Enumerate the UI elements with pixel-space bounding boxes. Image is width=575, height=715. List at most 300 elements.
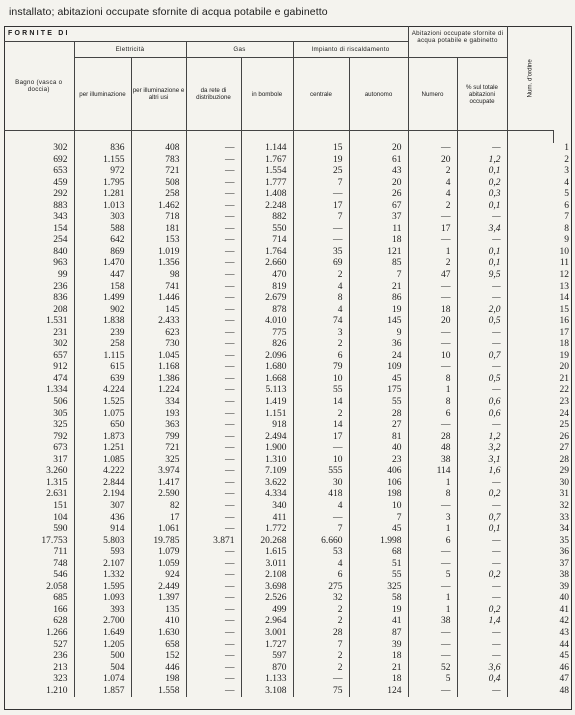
table-row	[4, 420, 572, 432]
table-cell: 6	[408, 409, 457, 421]
table-cell: 1.144	[241, 143, 293, 155]
table-cell: 721	[131, 166, 186, 178]
table-cell: 258	[131, 189, 186, 201]
table-row	[4, 166, 572, 178]
table-cell: 1.310	[241, 455, 293, 467]
table-cell: 2.590	[131, 489, 186, 501]
table-cell: 1.075	[74, 409, 131, 421]
table-cell: —	[457, 582, 507, 594]
table-cell: 870	[241, 663, 293, 675]
table-cell: 1.074	[74, 674, 131, 686]
table-cell: 7	[507, 212, 572, 224]
table-cell: —	[186, 166, 241, 178]
table-cell: —	[186, 489, 241, 501]
table-cell: 1.045	[131, 351, 186, 363]
table-row	[4, 466, 572, 478]
table-cell: —	[408, 339, 457, 351]
table-cell: 1.668	[241, 374, 293, 386]
table-cell: 41	[507, 605, 572, 617]
table-cell: 3.871	[186, 536, 241, 548]
table-cell: 8	[408, 374, 457, 386]
table-cell: —	[408, 559, 457, 571]
table-cell: —	[186, 339, 241, 351]
table-cell: 152	[131, 651, 186, 663]
table-cell: 47	[408, 270, 457, 282]
table-cell: 1.419	[241, 397, 293, 409]
table-cell: 1.133	[241, 674, 293, 686]
table-cell: —	[457, 686, 507, 698]
table-cell: 836	[53, 293, 68, 304]
table-cell: 2.096	[241, 351, 293, 363]
table-row	[4, 397, 572, 409]
table-row	[4, 235, 572, 247]
table-cell: —	[186, 686, 241, 698]
table-cell: 28	[293, 628, 349, 640]
table-cell: 325	[349, 582, 408, 594]
table-cell: 685	[53, 593, 68, 604]
table-row	[4, 501, 572, 513]
table-cell: 275	[293, 582, 349, 594]
table-cell: —	[457, 293, 507, 305]
table-cell: 181	[131, 224, 186, 236]
table-cell: 3.974	[131, 466, 186, 478]
table-cell: —	[186, 224, 241, 236]
table-row	[4, 432, 572, 444]
table-cell: —	[186, 143, 241, 155]
table-cell: 121	[349, 247, 408, 259]
table-cell: 711	[53, 547, 68, 558]
table-row	[4, 582, 572, 594]
table-cell: —	[457, 628, 507, 640]
table-cell: 924	[131, 570, 186, 582]
table-cell: 175	[349, 385, 408, 397]
table-cell: 0,1	[457, 247, 507, 259]
table-cell: 31	[507, 489, 572, 501]
table-cell: 5.803	[74, 536, 131, 548]
table-cell: 1.525	[74, 397, 131, 409]
table-cell: 26	[507, 432, 572, 444]
table-cell: 1.499	[74, 293, 131, 305]
table-cell: —	[186, 282, 241, 294]
table-cell: 555	[293, 466, 349, 478]
table-cell: 193	[131, 409, 186, 421]
table-cell: 236	[53, 651, 68, 662]
table-cell: —	[293, 674, 349, 686]
table-cell: 2.433	[131, 316, 186, 328]
table-cell: 343	[53, 212, 68, 223]
table-cell: 2.679	[241, 293, 293, 305]
table-cell: 21	[349, 282, 408, 294]
table-cell: 20	[507, 362, 572, 374]
table-cell: 639	[74, 374, 131, 386]
table-cell: 393	[74, 605, 131, 617]
table-cell: 0,5	[457, 374, 507, 386]
table-cell: 317	[53, 454, 68, 465]
table-cell: —	[457, 339, 507, 351]
table-cell: 3.108	[241, 686, 293, 698]
table-cell: 1.727	[241, 640, 293, 652]
table-cell: 650	[74, 420, 131, 432]
table-cell: 2.700	[74, 616, 131, 628]
table-cell: 45	[507, 651, 572, 663]
table-cell: —	[186, 351, 241, 363]
table-cell: 1.079	[131, 547, 186, 559]
table-cell: 673	[53, 443, 68, 454]
table-cell: —	[408, 143, 457, 155]
table-cell: 10	[507, 247, 572, 259]
table-cell: 1.772	[241, 524, 293, 536]
table-cell: 1.155	[74, 155, 131, 167]
table-cell: 1.595	[74, 582, 131, 594]
table-cell: 69	[293, 258, 349, 270]
table-cell: 9,5	[457, 270, 507, 282]
table-cell: 32	[293, 593, 349, 605]
table-cell: 508	[131, 178, 186, 190]
table-cell: —	[186, 189, 241, 201]
table-cell: 1.554	[241, 166, 293, 178]
table-cell: 48	[507, 686, 572, 698]
table-row	[4, 282, 572, 294]
table-cell: 6	[293, 351, 349, 363]
table-cell: 0,1	[457, 258, 507, 270]
table-cell: 58	[349, 593, 408, 605]
table-cell: —	[186, 420, 241, 432]
table-cell: 436	[74, 513, 131, 525]
table-row	[4, 201, 572, 213]
table-row	[4, 628, 572, 640]
table-cell: 334	[131, 397, 186, 409]
table-cell: 1	[408, 247, 457, 259]
table-row	[4, 663, 572, 675]
table-cell: 325	[131, 455, 186, 467]
table-cell: 1.838	[74, 316, 131, 328]
table-cell: 34	[507, 524, 572, 536]
table-cell: —	[186, 235, 241, 247]
table-cell: 0,7	[457, 351, 507, 363]
table-cell: 4.010	[241, 316, 293, 328]
table-cell: 292	[53, 189, 68, 200]
table-cell: 963	[53, 258, 68, 269]
table-cell: 18	[349, 235, 408, 247]
table-cell: 145	[349, 316, 408, 328]
table-cell: —	[186, 316, 241, 328]
table-cell: 11	[349, 224, 408, 236]
table-cell: 2	[293, 651, 349, 663]
table-cell: —	[186, 513, 241, 525]
table-cell: —	[186, 605, 241, 617]
table-cell: —	[186, 524, 241, 536]
table-cell: —	[186, 455, 241, 467]
table-cell: 0,4	[457, 674, 507, 686]
table-cell: 43	[349, 166, 408, 178]
table-cell: 0,6	[457, 409, 507, 421]
table-cell: 6.660	[293, 536, 349, 548]
table-cell: 1	[408, 605, 457, 617]
table-cell: 8	[507, 224, 572, 236]
table-cell: 792	[53, 431, 68, 442]
table-cell: 4	[293, 305, 349, 317]
table-cell: —	[408, 293, 457, 305]
table-cell: 1.315	[46, 477, 68, 488]
table-cell: 236	[53, 281, 68, 292]
table-cell: 2	[293, 605, 349, 617]
table-cell: 17.753	[41, 535, 68, 546]
table-cell: 15	[293, 143, 349, 155]
table-cell: 2.058	[46, 581, 68, 592]
table-cell: 3	[293, 328, 349, 340]
table-cell: 7	[349, 513, 408, 525]
table-cell: 4	[507, 178, 572, 190]
table-row	[4, 270, 572, 282]
table-cell: 1	[507, 143, 572, 155]
table-cell: 46	[507, 663, 572, 675]
table-cell: 1.630	[131, 628, 186, 640]
table-cell: 658	[131, 640, 186, 652]
table-cell: 1	[408, 593, 457, 605]
table-cell: 447	[74, 270, 131, 282]
table-cell: 3	[507, 166, 572, 178]
table-cell: 714	[241, 235, 293, 247]
table-cell: 40	[507, 593, 572, 605]
table-cell: 28	[408, 432, 457, 444]
table-row	[4, 674, 572, 686]
table-cell: 19	[293, 155, 349, 167]
header-fornite-di: FORNITE DI	[4, 26, 408, 42]
table-cell: 8	[408, 489, 457, 501]
table-cell: 42	[507, 616, 572, 628]
table-cell: 81	[349, 432, 408, 444]
housing-statistics-table	[4, 26, 572, 697]
table-cell: 2.107	[74, 559, 131, 571]
table-cell: 5	[408, 570, 457, 582]
table-cell: 7	[349, 270, 408, 282]
table-cell: 1.408	[241, 189, 293, 201]
table-cell: 17	[293, 432, 349, 444]
table-cell: 918	[241, 420, 293, 432]
table-cell: —	[457, 143, 507, 155]
table-cell: 18	[349, 674, 408, 686]
table-cell: 418	[293, 489, 349, 501]
table-cell: 9	[507, 235, 572, 247]
table-cell: 74	[293, 316, 349, 328]
table-row	[4, 362, 572, 374]
table-cell: 741	[131, 282, 186, 294]
table-cell: 642	[74, 235, 131, 247]
table-cell: 98	[131, 270, 186, 282]
table-cell: 51	[349, 559, 408, 571]
table-cell: —	[408, 328, 457, 340]
table-cell: 68	[349, 547, 408, 559]
table-cell: 3,2	[457, 443, 507, 455]
table-cell: 1.251	[74, 443, 131, 455]
header-illuminazione: per illuminazione	[74, 58, 131, 131]
table-cell: 504	[74, 663, 131, 675]
table-cell: 2	[408, 258, 457, 270]
table-cell: 1	[408, 524, 457, 536]
table-cell: 20.268	[241, 536, 293, 548]
table-cell: 4	[293, 282, 349, 294]
table-cell: 18	[507, 339, 572, 351]
table-cell: 41	[349, 616, 408, 628]
table-cell: 1.777	[241, 178, 293, 190]
table-row	[4, 640, 572, 652]
table-cell: 302	[53, 143, 68, 153]
table-cell: 590	[53, 524, 68, 535]
table-cell: 783	[131, 155, 186, 167]
table-cell: 2.631	[46, 489, 68, 500]
table-cell: 208	[53, 304, 68, 315]
table-cell: 22	[507, 385, 572, 397]
table-cell: 55	[349, 397, 408, 409]
table-cell: —	[186, 258, 241, 270]
table-cell: 45	[349, 524, 408, 536]
table-cell: 39	[349, 640, 408, 652]
table-cell: 6	[293, 570, 349, 582]
table-cell: 1.397	[131, 593, 186, 605]
table-cell: —	[457, 651, 507, 663]
table-cell: 826	[241, 339, 293, 351]
table-cell: —	[186, 397, 241, 409]
table-cell: 30	[293, 478, 349, 490]
table-cell: —	[186, 582, 241, 594]
table-row	[4, 143, 572, 155]
table-cell: 2.494	[241, 432, 293, 444]
table-cell: 1.224	[131, 385, 186, 397]
table-cell: 55	[349, 570, 408, 582]
table-row	[4, 616, 572, 628]
table-cell: 5.113	[241, 385, 293, 397]
table-cell: 19.785	[131, 536, 186, 548]
table-cell: 1.767	[241, 155, 293, 167]
table-cell: 15	[507, 305, 572, 317]
table-cell: 1.266	[46, 627, 68, 638]
header-sfornite: Abitazioni occupate sfornite di acqua potabile e gabinetto	[408, 26, 507, 58]
table-cell: 1.151	[241, 409, 293, 421]
table-cell: 8	[408, 397, 457, 409]
table-row	[4, 443, 572, 455]
table-cell: 0,5	[457, 316, 507, 328]
table-cell: 30	[507, 478, 572, 490]
table-cell: 1.531	[46, 316, 68, 327]
table-cell: —	[186, 443, 241, 455]
table-cell: 145	[131, 305, 186, 317]
table-cell: 9	[349, 328, 408, 340]
table-cell: 593	[74, 547, 131, 559]
table-cell: —	[186, 432, 241, 444]
table-cell: 2.248	[241, 201, 293, 213]
table-cell: 4	[293, 501, 349, 513]
table-cell: —	[408, 628, 457, 640]
table-cell: 55	[293, 385, 349, 397]
table-cell: —	[457, 478, 507, 490]
table-cell: 16	[507, 316, 572, 328]
table-cell: 1.446	[131, 293, 186, 305]
table-cell: 231	[53, 327, 68, 338]
table-cell: 653	[53, 166, 68, 177]
table-cell: 912	[53, 362, 68, 373]
table-cell: 26	[349, 189, 408, 201]
table-cell: 1.795	[74, 178, 131, 190]
table-cell: —	[457, 593, 507, 605]
table-cell: 36	[507, 547, 572, 559]
table-cell: 2.449	[131, 582, 186, 594]
table-cell: —	[186, 212, 241, 224]
table-cell: 302	[53, 339, 68, 350]
table-cell: 2	[293, 663, 349, 675]
table-cell: 14	[507, 293, 572, 305]
table-cell: 4.224	[74, 385, 131, 397]
table-cell: 1.900	[241, 443, 293, 455]
table-cell: —	[186, 362, 241, 374]
table-cell: 99	[58, 270, 68, 281]
table-cell: 6	[507, 201, 572, 213]
table-row	[4, 316, 572, 328]
table-cell: 33	[507, 513, 572, 525]
table-cell: 106	[349, 478, 408, 490]
header-impianto: Impianto di riscaldamento	[293, 42, 408, 58]
table-cell: 38	[507, 570, 572, 582]
table-cell: 3.001	[241, 628, 293, 640]
table-cell: 23	[507, 397, 572, 409]
table-row	[4, 547, 572, 559]
table-cell: 7	[293, 178, 349, 190]
table-cell: 40	[349, 443, 408, 455]
table-cell: 158	[74, 282, 131, 294]
table-cell: 17	[507, 328, 572, 340]
table-cell: —	[457, 328, 507, 340]
table-cell: —	[186, 559, 241, 571]
table-row	[4, 258, 572, 270]
table-cell: 4	[293, 559, 349, 571]
table-cell: 135	[131, 605, 186, 617]
table-row	[4, 593, 572, 605]
spacer-row	[4, 131, 572, 144]
table-cell: 550	[241, 224, 293, 236]
header-elettricita: Elettricità	[74, 42, 186, 58]
table-cell: —	[408, 686, 457, 698]
table-cell: 3.698	[241, 582, 293, 594]
table-cell: 79	[293, 362, 349, 374]
table-cell: 1.857	[74, 686, 131, 698]
table-row	[4, 351, 572, 363]
table-cell: 13	[507, 282, 572, 294]
table-cell: 258	[74, 339, 131, 351]
table-cell: 17	[293, 201, 349, 213]
table-cell: 972	[74, 166, 131, 178]
table-cell: 7.109	[241, 466, 293, 478]
table-cell: —	[457, 385, 507, 397]
table-cell: 2	[293, 339, 349, 351]
table-cell: 114	[408, 466, 457, 478]
table-cell: 2.844	[74, 478, 131, 490]
table-cell: 499	[241, 605, 293, 617]
header-gas: Gas	[186, 42, 293, 58]
table-cell: 2	[293, 409, 349, 421]
table-cell: 7	[293, 212, 349, 224]
table-cell: 597	[241, 651, 293, 663]
table-cell: 2	[293, 270, 349, 282]
table-cell: —	[408, 235, 457, 247]
table-cell: 3,1	[457, 455, 507, 467]
table-cell: —	[186, 201, 241, 213]
table-cell: 109	[349, 362, 408, 374]
table-cell: —	[293, 513, 349, 525]
table-cell: 27	[349, 420, 408, 432]
table-cell: —	[293, 443, 349, 455]
table-cell: 836	[74, 143, 131, 155]
table-row	[4, 478, 572, 490]
table-cell: 500	[74, 651, 131, 663]
